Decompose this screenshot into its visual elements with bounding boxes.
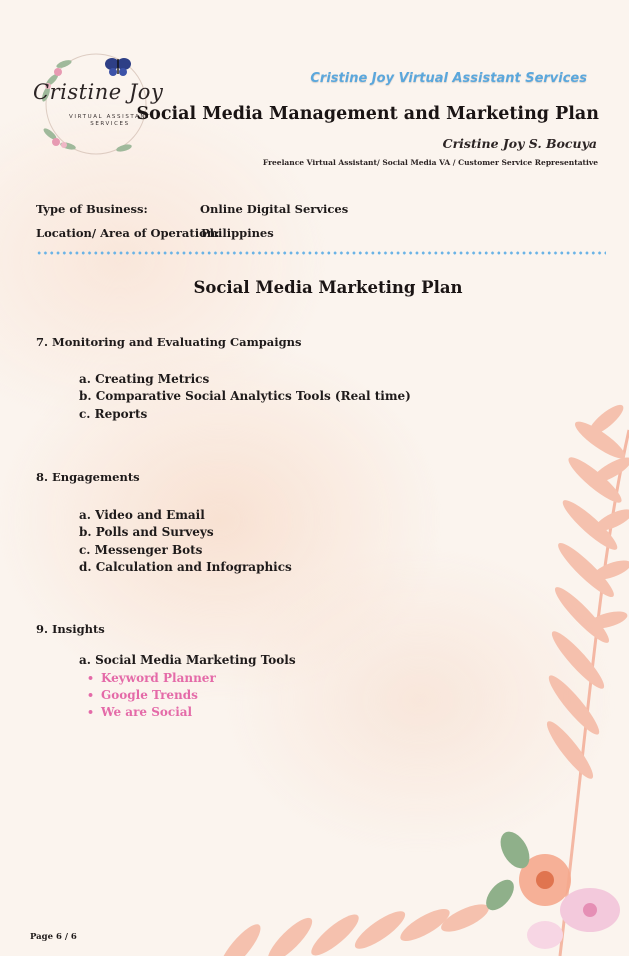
bullet-item-we-are-social: • We are Social bbox=[87, 705, 192, 719]
list-item: c. Reports bbox=[79, 407, 148, 421]
dotted-divider bbox=[36, 251, 606, 255]
list-item: a. Video and Email bbox=[79, 508, 205, 522]
list-item: a. Creating Metrics bbox=[79, 372, 210, 386]
location-value: Philippines bbox=[201, 226, 274, 240]
list-item: c. Messenger Bots bbox=[79, 543, 203, 557]
list-item: b. Comparative Social Analytics Tools (Real time) bbox=[79, 389, 411, 403]
list-item: d. Calculation and Infographics bbox=[79, 560, 292, 574]
list-item: a. Social Media Marketing Tools bbox=[79, 653, 296, 667]
section-heading-monitoring: 7. Monitoring and Evaluating Campaigns bbox=[36, 335, 302, 349]
author-roles: Freelance Virtual Assistant/ Social Media VA / Customer Service Representative bbox=[262, 158, 598, 167]
bullet-item-google-trends: • Google Trends bbox=[87, 688, 198, 702]
document-title: Social Media Management and Marketing Plan bbox=[136, 104, 599, 124]
business-type-label: Type of Business: bbox=[36, 202, 148, 216]
logo-tagline: VIRTUAL ASSISTANT SERVICES bbox=[69, 114, 151, 127]
section-heading-insights: 9. Insights bbox=[36, 622, 105, 636]
page-number: Page 6 / 6 bbox=[30, 932, 77, 942]
author-name: Cristine Joy S. Bocuya bbox=[442, 136, 597, 151]
butterfly-icon bbox=[105, 58, 131, 76]
business-type-value: Online Digital Services bbox=[200, 202, 349, 216]
location-label: Location/ Area of Operation: bbox=[36, 226, 220, 240]
list-item: b. Polls and Surveys bbox=[79, 525, 214, 539]
logo-name: Cristine Joy bbox=[33, 80, 164, 104]
section-title: Social Media Marketing Plan bbox=[193, 278, 463, 297]
section-heading-engagements: 8. Engagements bbox=[36, 470, 140, 484]
company-name: Cristine Joy Virtual Assistant Services bbox=[310, 71, 587, 86]
bullet-item-keyword-planner: • Keyword Planner bbox=[87, 671, 216, 685]
